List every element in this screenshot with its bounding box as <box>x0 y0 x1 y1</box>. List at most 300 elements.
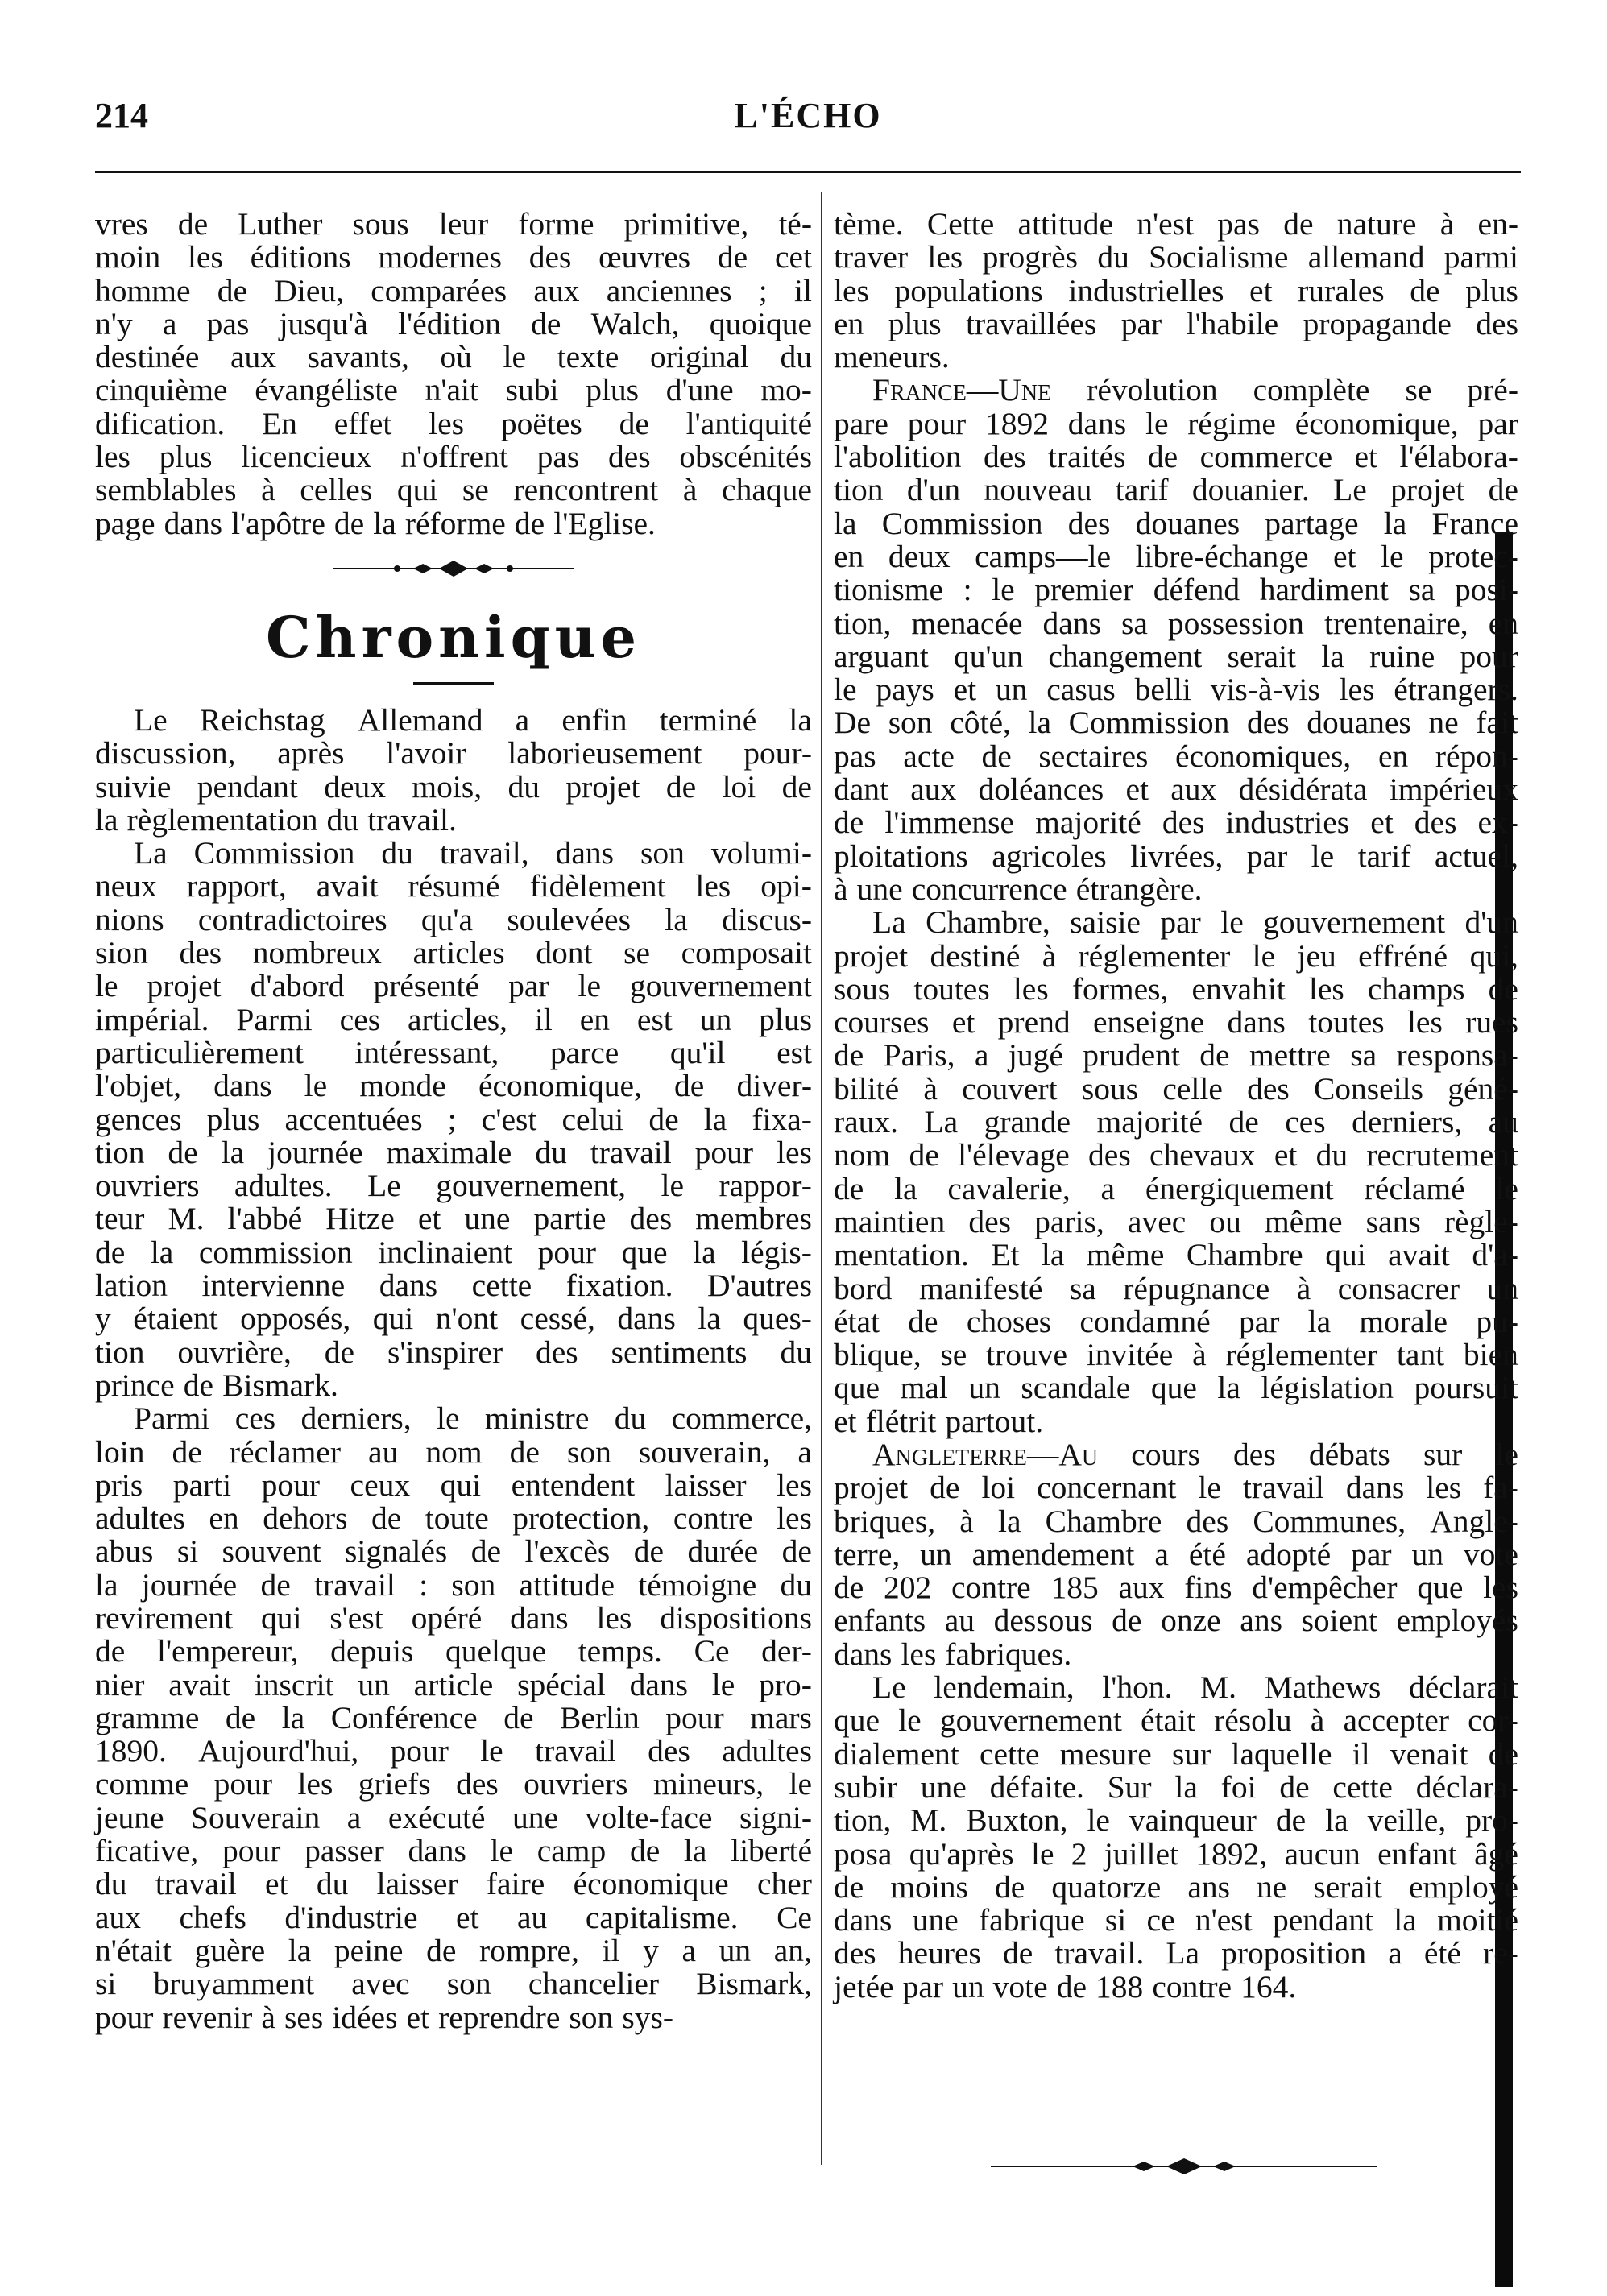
word: la <box>1307 1303 1332 1339</box>
text-line <box>834 1006 1518 1039</box>
word: de <box>781 768 812 805</box>
text-line <box>95 870 812 903</box>
word: rurales <box>1298 272 1385 308</box>
word: d'un <box>1464 904 1518 941</box>
word: condamné <box>1079 1303 1211 1339</box>
word: dans <box>213 1068 272 1104</box>
text-line <box>834 1968 1518 2004</box>
word: la <box>95 1566 118 1603</box>
word: des <box>528 239 572 275</box>
word: travail <box>534 1733 616 1769</box>
word: majorité <box>1096 1104 1203 1140</box>
word: plus <box>586 372 640 408</box>
word: journée <box>267 1134 363 1170</box>
text-line <box>834 1203 1518 1239</box>
word: qui <box>372 1301 414 1337</box>
word: Chambre <box>1186 1237 1303 1273</box>
word: est <box>636 1001 673 1037</box>
word: en- <box>1477 206 1518 242</box>
word: Chambre, <box>926 904 1050 941</box>
word: Conseils <box>1313 1070 1424 1107</box>
word: concurrence <box>911 871 1067 907</box>
word: en <box>209 1500 239 1537</box>
word: les <box>777 1500 812 1537</box>
word: dans <box>379 1268 438 1304</box>
word: accentuées <box>284 1101 423 1137</box>
word: pas <box>206 305 250 341</box>
word: la <box>1041 1237 1065 1273</box>
word: projet <box>1390 472 1465 508</box>
word: de <box>648 1101 679 1137</box>
text-line <box>95 1835 812 1868</box>
word: projet <box>834 937 909 974</box>
word: idées <box>332 1999 398 2035</box>
word: articles <box>412 935 505 971</box>
word: raux. <box>834 1104 899 1140</box>
word: aux <box>95 1899 142 1935</box>
word: quoique <box>709 305 812 341</box>
word: a <box>1154 1536 1169 1572</box>
word: propagande <box>1303 305 1452 341</box>
word: ses <box>284 1999 324 2035</box>
word: les <box>834 272 869 308</box>
word: pour <box>213 1766 273 1802</box>
word: responsa- <box>1396 1037 1518 1074</box>
word: reprendre <box>438 1999 561 2035</box>
word: bruyamment <box>153 1966 315 2002</box>
word: par <box>1160 904 1201 941</box>
word: de <box>994 1868 1025 1905</box>
word: bord <box>834 1270 893 1306</box>
word: juillet <box>1104 1835 1178 1872</box>
word: moin <box>95 239 161 275</box>
word: pas <box>536 439 580 475</box>
text-line <box>834 540 1518 573</box>
word: la <box>288 1932 312 1968</box>
word: cette <box>979 1735 1040 1772</box>
word: de <box>1410 272 1440 308</box>
word: tion <box>95 1134 145 1170</box>
word: la <box>997 1503 1021 1539</box>
word: celles <box>300 472 373 508</box>
word: été <box>1423 1935 1461 1971</box>
word: qui <box>396 472 438 508</box>
text-line <box>834 1139 1518 1172</box>
word: à <box>923 1070 938 1107</box>
word: ; <box>758 272 768 308</box>
word: la <box>693 1234 716 1270</box>
word: l'abbé <box>227 1201 303 1237</box>
word: France—Une <box>872 372 1052 408</box>
word: La <box>924 1104 959 1140</box>
left-column-chronique-text <box>95 701 812 2035</box>
word: les <box>1013 970 1049 1007</box>
word: un <box>968 1370 1000 1406</box>
word: œuvres <box>598 239 691 275</box>
word: paris, <box>1034 1203 1104 1239</box>
word: M. <box>910 1802 947 1839</box>
word: prince <box>95 1367 175 1403</box>
text-line <box>834 773 1518 806</box>
word: un <box>699 1001 732 1037</box>
word: tarif <box>1357 838 1411 874</box>
word: règlementation <box>126 801 318 838</box>
text-line <box>834 706 1518 739</box>
word: tant <box>1396 1337 1445 1373</box>
text-line <box>95 1069 812 1102</box>
word: les <box>1406 1004 1443 1040</box>
word: de <box>531 305 561 341</box>
word: Cette <box>926 206 995 242</box>
word: plus <box>159 439 213 475</box>
word: de <box>834 1570 864 1606</box>
word: sous <box>1081 1070 1139 1107</box>
word: une <box>920 1769 967 1805</box>
word: l'habile <box>1186 305 1279 341</box>
word: l'élabora- <box>1399 439 1518 475</box>
word: tarif <box>1115 472 1169 508</box>
word: et <box>1370 805 1394 841</box>
word: toutes <box>1308 1004 1385 1040</box>
word: rompre, <box>478 1932 579 1968</box>
text-line <box>95 837 812 870</box>
word: le <box>1311 838 1335 874</box>
word: subir <box>834 1769 897 1805</box>
word: nier <box>95 1666 145 1702</box>
text-line <box>834 1039 1518 1072</box>
word: avait <box>316 868 379 904</box>
word: éditions <box>250 239 351 275</box>
word: 185 <box>1050 1570 1099 1606</box>
word: entendent <box>511 1467 636 1503</box>
word: le <box>1252 937 1276 974</box>
word: cette <box>471 1268 532 1304</box>
word: d'abord <box>250 968 345 1004</box>
text-line <box>95 1699 812 1735</box>
word: à <box>834 871 848 907</box>
word: signalés <box>345 1533 448 1570</box>
word: le <box>1381 538 1404 574</box>
word: âgé <box>1474 1835 1518 1872</box>
word: Le <box>367 1168 401 1204</box>
word: menacée <box>911 605 1023 641</box>
word: travail <box>1242 1470 1324 1506</box>
word: l'élevage <box>958 1137 1070 1173</box>
word: son <box>640 835 685 871</box>
word: venait <box>1390 1735 1468 1772</box>
text-line <box>95 1469 812 1502</box>
word: gouvernement, <box>436 1168 627 1204</box>
word: revirement <box>95 1599 234 1636</box>
word: l'avoir <box>386 735 466 772</box>
word: adultes. <box>234 1168 333 1204</box>
text-line <box>834 1505 1518 1538</box>
word: quelque <box>445 1633 547 1669</box>
word: et <box>1333 538 1356 574</box>
word: derniers, <box>1352 1104 1463 1140</box>
word: 164. <box>1240 1968 1297 2004</box>
word: la <box>703 1101 727 1137</box>
word: heures <box>897 1935 981 1971</box>
word: actuel, <box>1434 838 1518 874</box>
word: énergiquement <box>1145 1170 1334 1206</box>
word: des <box>968 1203 1011 1239</box>
word: par <box>1120 305 1162 341</box>
word: saisie <box>1070 904 1141 941</box>
word: pour <box>537 1234 596 1270</box>
word: une <box>912 1902 959 1938</box>
word: qu'il <box>669 1034 726 1070</box>
word: homme <box>95 272 191 308</box>
word: son <box>451 1566 496 1603</box>
word: Angle- <box>1430 1503 1518 1539</box>
word: une <box>856 871 903 907</box>
word: du <box>535 1134 567 1170</box>
word: La <box>134 835 168 871</box>
word: n'y <box>95 305 133 341</box>
word: gouvernement <box>939 1702 1122 1739</box>
word: défend <box>1153 572 1240 608</box>
text-line <box>95 937 812 970</box>
word: Parmi <box>134 1400 210 1437</box>
word: gramme <box>95 1699 200 1735</box>
word: qui, <box>1469 937 1518 974</box>
word: le <box>578 968 602 1004</box>
word: proposition <box>1221 1935 1367 1971</box>
word: adultes <box>95 1500 185 1537</box>
word: à <box>261 472 275 508</box>
word: ques- <box>743 1301 812 1337</box>
word: du <box>780 1334 812 1370</box>
word: se <box>1405 372 1432 408</box>
word: étrangers. <box>1394 672 1518 708</box>
word: ex- <box>1477 805 1518 841</box>
word: tionisme <box>834 572 944 608</box>
word: projet <box>565 768 640 805</box>
word: enseigne <box>1092 1004 1205 1040</box>
word: liberté <box>731 1833 812 1869</box>
word: fa- <box>1483 1470 1518 1506</box>
word: dans <box>834 1636 893 1672</box>
word: son <box>569 1999 614 2035</box>
word: bilité <box>834 1070 900 1107</box>
word: le <box>437 1400 460 1437</box>
word: der- <box>761 1633 812 1669</box>
word: mars <box>750 1699 812 1735</box>
word: un <box>1411 1536 1443 1572</box>
word: défaite. <box>989 1769 1084 1805</box>
word: n'offrent <box>400 439 508 475</box>
word: régime <box>1187 405 1276 441</box>
text-line <box>95 407 812 441</box>
word: des <box>1247 1070 1290 1107</box>
word: la <box>1174 1769 1198 1805</box>
word: pendant <box>1272 1902 1373 1938</box>
word: n'était <box>95 1932 172 1968</box>
word: mettre <box>1249 1037 1331 1074</box>
word: membres <box>695 1201 812 1237</box>
word: à <box>1439 206 1455 242</box>
word: du <box>614 1400 647 1437</box>
text-line <box>834 1405 1518 1438</box>
word: d'une <box>665 372 734 408</box>
word: D'autres <box>707 1268 812 1304</box>
word: dans <box>164 505 223 541</box>
word: possession <box>1167 605 1304 641</box>
word: M. <box>1200 1669 1237 1706</box>
word: par <box>1351 1536 1392 1572</box>
end-ornament-graphic <box>991 2157 1377 2176</box>
word: la <box>683 1833 707 1869</box>
word: une <box>464 1201 511 1237</box>
word: le <box>480 1733 503 1769</box>
word: dant <box>834 772 889 808</box>
word: Luther <box>238 206 323 242</box>
word: tème. <box>834 206 904 242</box>
word: attitude <box>519 1566 615 1603</box>
word: ce <box>1146 1902 1175 1938</box>
word: les <box>1308 970 1344 1007</box>
word: de <box>172 1433 202 1470</box>
word: dans <box>408 1833 466 1869</box>
word: meneurs. <box>834 339 950 375</box>
word: le <box>304 1068 328 1104</box>
word: les <box>1339 672 1375 708</box>
word: de <box>619 405 649 441</box>
text-line <box>95 1799 812 1835</box>
word: et <box>951 1004 975 1040</box>
word: réglementer <box>1078 937 1231 974</box>
word: réclamer <box>229 1433 341 1470</box>
word: de <box>177 206 209 242</box>
word: de <box>834 1037 864 1074</box>
word: champs <box>1367 970 1465 1007</box>
word: côté, <box>950 705 1011 741</box>
word: avait <box>1388 1237 1450 1273</box>
word: Reichstag <box>199 701 325 738</box>
word: exécuté <box>387 1799 486 1835</box>
text-line <box>95 374 812 407</box>
word: présenté <box>373 968 480 1004</box>
text-line <box>834 1904 1518 1937</box>
word: ans <box>1240 1603 1282 1639</box>
word: du <box>1097 239 1129 275</box>
word: aux <box>533 272 580 308</box>
word: les <box>1483 1570 1518 1606</box>
word: manifesté <box>918 1270 1043 1306</box>
word: semblables <box>95 472 237 508</box>
word: de <box>168 1134 198 1170</box>
text-line <box>834 507 1518 540</box>
word: peine <box>333 1932 404 1968</box>
word: lendemain, <box>934 1669 1075 1706</box>
text-line <box>95 1535 812 1568</box>
word: sa <box>1408 572 1435 608</box>
word: leur <box>438 206 489 242</box>
word: étaient <box>133 1301 218 1337</box>
word: le <box>789 1766 812 1802</box>
word: fabrique <box>979 1902 1085 1938</box>
word: résumé <box>408 868 500 904</box>
word: 2 <box>1071 1835 1087 1872</box>
word: au <box>368 1433 399 1470</box>
word: gouvernement <box>1263 904 1446 941</box>
word: choses <box>966 1303 1052 1339</box>
word: blique, <box>834 1337 922 1373</box>
word: désidérata <box>1238 772 1368 808</box>
word: révolution <box>1087 372 1218 408</box>
text-line <box>834 840 1518 873</box>
word: le <box>95 968 118 1004</box>
word: contre <box>673 1500 753 1537</box>
word: l'immense <box>884 805 1015 841</box>
word: pré- <box>1467 372 1518 408</box>
word: livrées, <box>1130 838 1224 874</box>
word: mo- <box>760 372 812 408</box>
word: industries <box>1225 805 1350 841</box>
word: n'est <box>1195 1902 1253 1938</box>
word: vote <box>1463 1536 1518 1572</box>
word: l'objet, <box>95 1068 181 1104</box>
word: partage <box>1265 505 1359 541</box>
word: dont <box>536 935 593 971</box>
word: comparées <box>371 272 507 308</box>
word: concernant <box>1037 1470 1177 1506</box>
word: envahit <box>1191 970 1286 1007</box>
word: et <box>1354 439 1378 475</box>
word: n'ont <box>435 1301 499 1337</box>
word: souvent <box>222 1533 321 1570</box>
word: débats <box>1308 1436 1390 1472</box>
word: laisser <box>665 1467 747 1503</box>
word: par <box>1238 1303 1280 1339</box>
word: géné- <box>1448 1070 1518 1107</box>
word: du <box>780 339 812 375</box>
text-line <box>834 272 1518 308</box>
word: des <box>536 1334 578 1370</box>
word: les <box>95 439 130 475</box>
word: licencieux <box>241 439 372 475</box>
word: sur <box>1423 1436 1463 1472</box>
word: scandale <box>1021 1370 1131 1406</box>
word: les <box>596 1599 632 1636</box>
text-line <box>95 341 812 374</box>
word: et <box>834 1403 857 1439</box>
word: dehors <box>263 1500 348 1537</box>
word: partout. <box>945 1403 1044 1439</box>
word: la <box>150 1234 174 1270</box>
word: courses <box>834 1004 930 1040</box>
word: l'apôtre <box>231 505 325 541</box>
word: depuis <box>330 1633 414 1669</box>
end-ornament <box>991 2141 1377 2191</box>
word: des <box>1088 1137 1131 1173</box>
word: la <box>834 505 857 541</box>
word: de <box>1056 1968 1087 2004</box>
word: d'a- <box>1472 1237 1518 1273</box>
text-line <box>834 673 1518 706</box>
word: laisser <box>376 1866 458 1902</box>
text-line <box>95 272 812 308</box>
word: camp <box>536 1833 607 1869</box>
word: s'est <box>329 1599 383 1636</box>
word: de <box>834 1868 864 1905</box>
word: parti <box>172 1467 232 1503</box>
word: jeune <box>95 1799 164 1835</box>
text-line <box>95 1202 812 1235</box>
word: page <box>95 505 155 541</box>
word: les <box>901 1636 937 1672</box>
